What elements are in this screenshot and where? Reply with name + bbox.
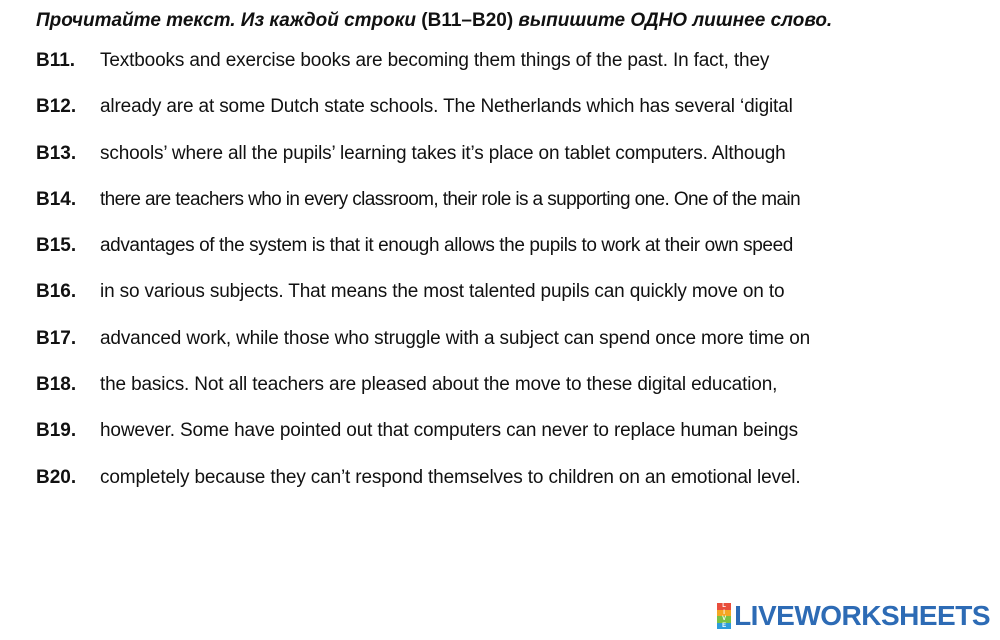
line-number: B20. <box>36 466 77 488</box>
logo-icon-letter: E <box>717 623 731 630</box>
line-text: Textbooks and exercise books are becoming them things of the past. In fact, they <box>100 50 770 71</box>
line-text: already are at some Dutch state schools. The Netherlands which has several ‘digital <box>100 96 793 118</box>
line-number: B11. <box>36 50 76 71</box>
text-line-b18 <box>36 374 896 420</box>
line-text: there are teachers who in every classroom, their role is a supporting one. One of the main <box>100 188 801 210</box>
logo-icon-letter: V <box>717 616 731 623</box>
logo-icon-letter: I <box>717 610 731 617</box>
instruction-heading <box>36 10 832 32</box>
text-line-b15 <box>36 235 896 281</box>
text-line-b12 <box>36 96 896 142</box>
logo-text: LIVEWORKSHEETS <box>734 600 990 631</box>
line-number: B13. <box>36 142 77 164</box>
text-line-b20 <box>36 467 896 513</box>
instruction-range: (B11–B20) <box>421 10 514 31</box>
text-line-b13 <box>36 143 896 189</box>
logo-icon-letter: L <box>717 603 731 610</box>
liveworksheets-logo <box>717 600 990 632</box>
line-number: B18. <box>36 374 77 396</box>
text-lines <box>36 50 896 513</box>
line-number: B12. <box>36 96 77 118</box>
line-text: in so various subjects. That means the most talented pupils can quickly move on to <box>100 281 785 303</box>
line-text: however. Some have pointed out that computers can never to replace human beings <box>100 420 798 442</box>
line-text: advantages of the system is that it enough allows the pupils to work at their own speed <box>100 235 793 257</box>
text-line-b11 <box>36 50 896 96</box>
instruction-part-3: выпишите ОДНО лишнее слово. <box>513 10 833 31</box>
line-number: B14. <box>36 188 77 210</box>
logo-icon <box>717 603 731 629</box>
line-number: B17. <box>36 327 77 349</box>
line-text: the basics. Not all teachers are pleased about the move to these digital education, <box>100 374 778 396</box>
text-line-b16 <box>36 281 896 327</box>
line-text: schools’ where all the pupils’ learning takes it’s place on tablet computers. Although <box>100 142 786 164</box>
line-number: B16. <box>36 281 77 303</box>
line-number: B15. <box>36 235 77 257</box>
instruction-part-1: Прочитайте текст. Из каждой строки <box>36 10 422 31</box>
line-number: B19. <box>36 420 77 442</box>
line-text: completely because they can’t respond themselves to children on an emotional level. <box>100 466 801 488</box>
text-line-b19 <box>36 420 896 466</box>
text-line-b14 <box>36 189 896 235</box>
text-line-b17 <box>36 328 896 374</box>
line-text: advanced work, while those who struggle with a subject can spend once more time on <box>100 327 811 349</box>
